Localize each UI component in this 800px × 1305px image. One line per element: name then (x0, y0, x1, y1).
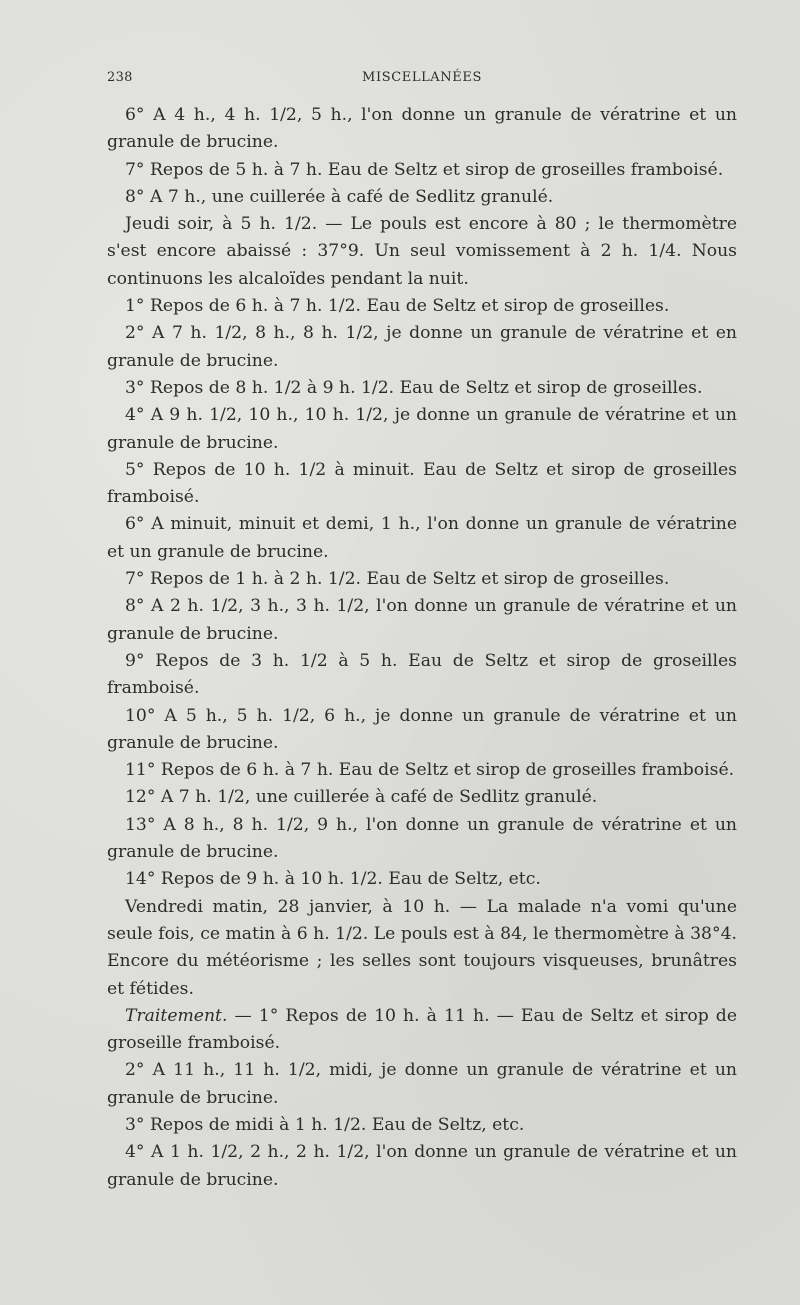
paragraph: 1° Repos de 6 h. à 7 h. 1/2. Eau de Seltz et sirop de groseilles. (125, 296, 670, 317)
paragraph: 3° Repos de midi à 1 h. 1/2. Eau de Seltz, etc. (125, 1114, 525, 1135)
paragraph: Traitement. — 1° Repos de 10 h. à 11 h. — Eau de Seltz et sirop de groseille framboisé. (107, 1005, 737, 1054)
paragraph: 8° A 7 h., une cuillerée à café de Sedlitz granulé. (125, 186, 554, 207)
paragraph: Jeudi soir, à 5 h. 1/2. — Le pouls est encore à 80 ; le thermomètre s'est encore abaissé : 37°9. Un seul vomissement à 2 h. 1/4. Nous continuons les alcaloïdes pendant la nuit. (107, 214, 737, 289)
paragraph: 3° Repos de 8 h. 1/2 à 9 h. 1/2. Eau de Seltz et sirop de groseilles. (125, 377, 703, 398)
paragraph: Vendredi matin, 28 janvier, à 10 h. — La malade n'a vomi qu'une seule fois, ce matin à 6 h. 1/2. Le pouls est à 84, le thermomètre à 38°4. Encore du météorisme ; les selles sont toujours visqueuses, brunâtres et fétides. (107, 896, 737, 999)
paragraph: 10° A 5 h., 5 h. 1/2, 6 h., je donne un granule de vératrine et un granule de brucine. (107, 705, 737, 753)
paragraph: 6° A minuit, minuit et demi, 1 h., l'on donne un granule de vératrine et un granule de brucine. (107, 514, 737, 562)
paragraph: 6° A 4 h., 4 h. 1/2, 5 h., l'on donne un granule de vératrine et un granule de brucine. (107, 105, 737, 153)
page-number: 238 (107, 70, 133, 85)
paragraph: 11° Repos de 6 h. à 7 h. Eau de Seltz et sirop de groseilles framboisé. (125, 760, 735, 781)
paragraph: 2° A 7 h. 1/2, 8 h., 8 h. 1/2, je donne un granule de vératrine et en granule de brucine. (107, 323, 737, 371)
page-header (107, 66, 737, 88)
paragraph: 13° A 8 h., 8 h. 1/2, 9 h., l'on donne un granule de vératrine et un granule de brucine. (107, 814, 737, 863)
paragraph: 7° Repos de 5 h. à 7 h. Eau de Seltz et sirop de groseilles framboisé. (125, 159, 724, 180)
body-text (107, 102, 737, 1194)
paragraph: 9° Repos de 3 h. 1/2 à 5 h. Eau de Seltz et sirop de groseilles framboisé. (107, 650, 737, 699)
paragraph: 5° Repos de 10 h. 1/2 à minuit. Eau de Seltz et sirop de groseilles framboisé. (107, 459, 737, 508)
treatment-heading: Traitement. (125, 1005, 228, 1026)
paragraph: 7° Repos de 1 h. à 2 h. 1/2. Eau de Seltz et sirop de groseilles. (125, 569, 670, 590)
paragraph: 12° A 7 h. 1/2, une cuillerée à café de Sedlitz granulé. (125, 787, 598, 808)
paragraph: 4° A 9 h. 1/2, 10 h., 10 h. 1/2, je donne un granule de vératrine et un granule de brucine. (107, 405, 737, 453)
document-page (107, 66, 737, 1194)
paragraph: 8° A 2 h. 1/2, 3 h., 3 h. 1/2, l'on donne un granule de vératrine et un granule de brucine. (107, 596, 737, 644)
paragraph: 4° A 1 h. 1/2, 2 h., 2 h. 1/2, l'on donne un granule de vératrine et un granule de brucine. (107, 1142, 737, 1190)
paragraph: 14° Repos de 9 h. à 10 h. 1/2. Eau de Seltz, etc. (125, 869, 541, 890)
paragraph: 2° A 11 h., 11 h. 1/2, midi, je donne un granule de vératrine et un granule de brucine. (107, 1060, 737, 1108)
running-head: MISCELLANÉES (362, 70, 482, 85)
